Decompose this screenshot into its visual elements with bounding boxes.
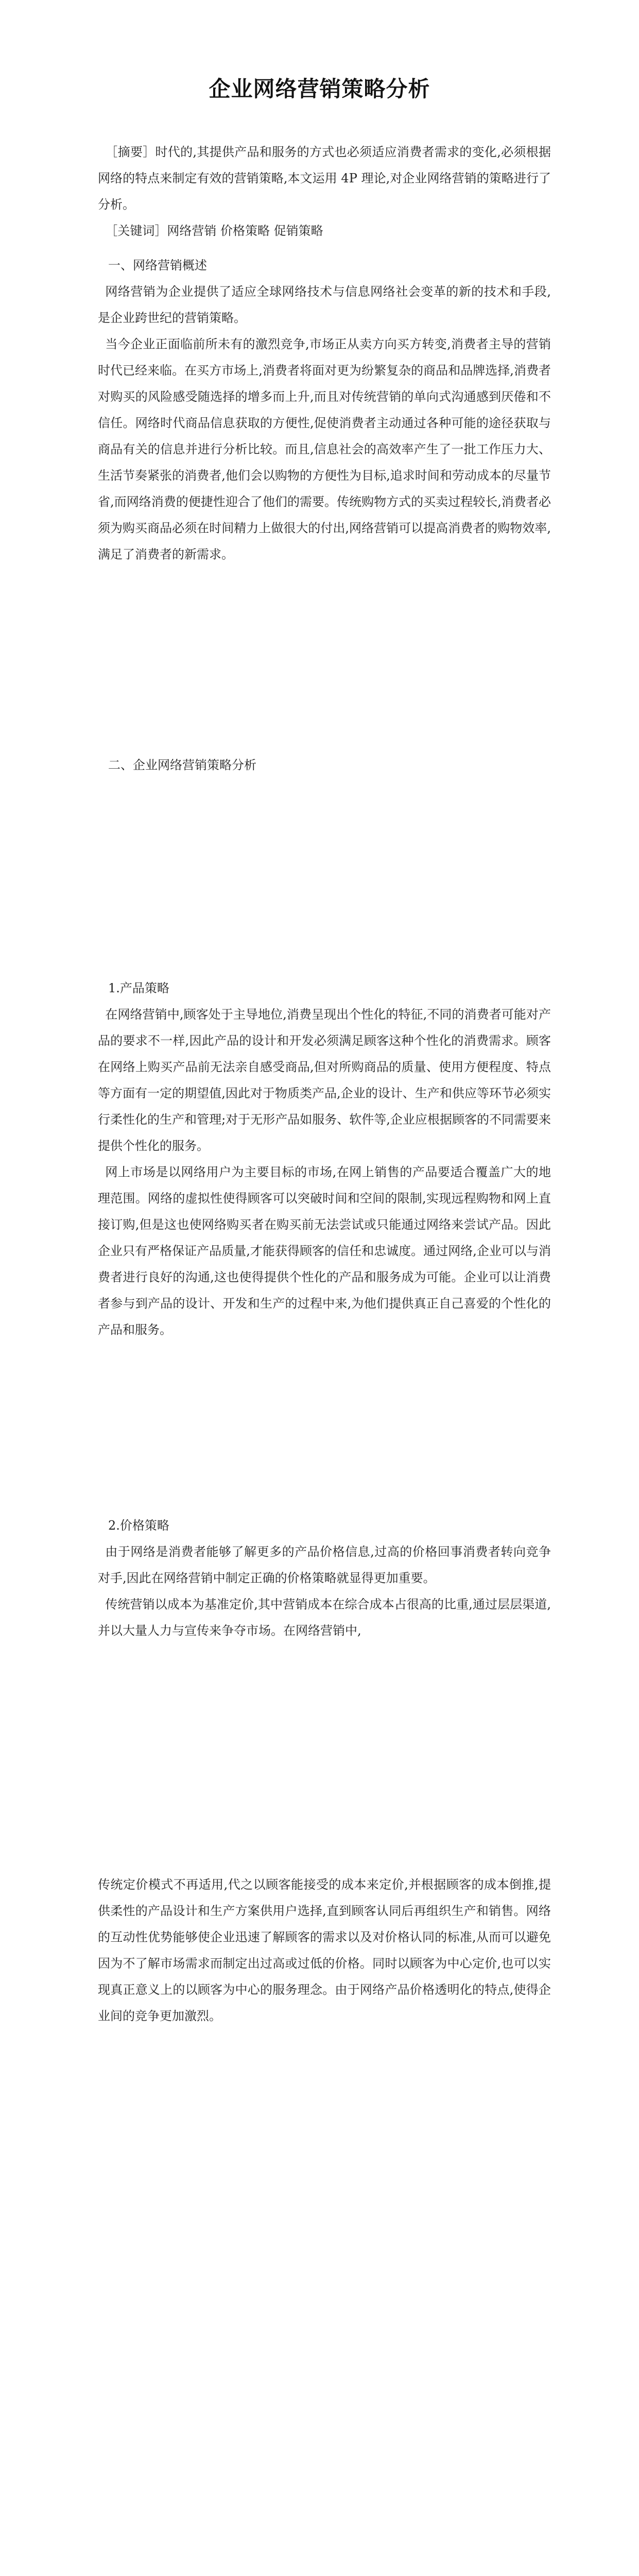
paragraph: 由于网络是消费者能够了解更多的产品价格信息,过高的价格回事消费者转向竞争对手,因此在网络营销中制定正确的价格策略就显得更加重要。 (98, 1545, 551, 1585)
paragraph: 传统定价模式不再适用,代之以顾客能接受的成本来定价,并根据顾客的成本倒推,提供柔性的产品设计和生产方案供用户选择,直到顾客认同后再组织生产和销售。网络的互动性优势能够使企业迅速了解顾客的需求以及对价格认同的标准,从而可以避免因为不了解市场需求而制定出过高或过低的价格。同时以顾客为中心定价,也可以实现真正意义上的以顾客为中心的服务理念。由于网络产品价格透明化的特点,使得企业间的竞争更加激烈。 (98, 1877, 551, 2023)
section1-heading: 一、网络营销概述 (108, 258, 207, 273)
paragraph: 传统营销以成本为基准定价,其中营销成本在综合成本占很高的比重,通过层层渠道,并以大量人力与宣传来争夺市场。在网络营销中, (98, 1597, 551, 1638)
paragraph: 网上市场是以网络用户为主要目标的市场,在网上销售的产品要适合覆盖广大的地理范围。网络的虚拟性使得顾客可以突破时间和空间的限制,实现远程购物和网上直接订购,但是这也使网络购买者在购买前无法尝试或只能通过网络来尝试产品。因此企业只有严格保证产品质量,才能获得顾客的信任和忠诚度。通过网络,企业可以与消费者进行良好的沟通,这也使得提供个性化的产品和服务成为可能。企业可以让消费者参与到产品的设计、开发和生产的过程中来,为他们提供真正自己喜爱的个性化的产品和服务。 (98, 1165, 551, 1337)
paragraph: 网络营销为企业提供了适应全球网络技术与信息网络社会变革的新的技术和手段,是企业跨世纪的营销策略。 (98, 284, 551, 325)
abstract (98, 139, 551, 244)
section2-heading: 二、企业网络营销策略分析 (108, 758, 256, 772)
paragraph: 当今企业正面临前所未有的激烈竞争,市场正从卖方向买方转变,消费者主导的营销时代已经来临。在买方市场上,消费者将面对更为纷繁复杂的商品和品牌选择,消费者对购买的风险感受随选择的增多而上升,而且对传统营销的单向式沟通感到厌倦和不信任。网络时代商品信息获取的方便性,促使消费者主动通过各种可能的途径获取与商品有关的信息并进行分析比较。而且,信息社会的高效率产生了一批工作压力大、生活节奏紧张的消费者,他们会以购物的方便性为目标,追求时间和劳动成本的尽量节省,而网络消费的便捷性迎合了他们的需要。传统购物方式的买卖过程较长,消费者必须为购买商品必须在时间精力上做很大的付出,网络营销可以提高消费者的购物效率,满足了消费者的新需求。 (98, 337, 551, 562)
abstract-keywords: ［关键词］网络营销 价格策略 促销策略 (105, 224, 323, 238)
subsection2-heading: 2.价格策略 (108, 1518, 169, 1533)
subsection2-continuation (98, 1872, 551, 2029)
paragraph: 在网络营销中,顾客处于主导地位,消费呈现出个性化的特征,不同的消费者可能对产品的要求不一样,因此产品的设计和开发必须满足顾客这种个性化的消费需求。顾客在网络上购买产品前无法亲自感受商品,但对所购商品的质量、使用方便程度、特点等方面有一定的期望值,因此对于物质类产品,企业的设计、生产和供应等环节必须实行柔性化的生产和管理;对于无形产品如服务、软件等,企业应根据顾客的不同需要来提供个性化的服务。 (98, 1007, 551, 1153)
section1-body (98, 279, 551, 568)
subsection1-body (98, 1002, 551, 1343)
abstract-text: ［摘要］时代的,其提供产品和服务的方式也必须适应消费者需求的变化,必须根据网络的特点来制定有效的营销策略,本文运用 4P 理论,对企业网络营销的策略进行了分析。 (98, 145, 551, 212)
subsection1-heading: 1.产品策略 (108, 981, 169, 995)
subsection2-body (98, 1539, 551, 1644)
page-title: 企业网络营销策略分析 (209, 76, 430, 101)
